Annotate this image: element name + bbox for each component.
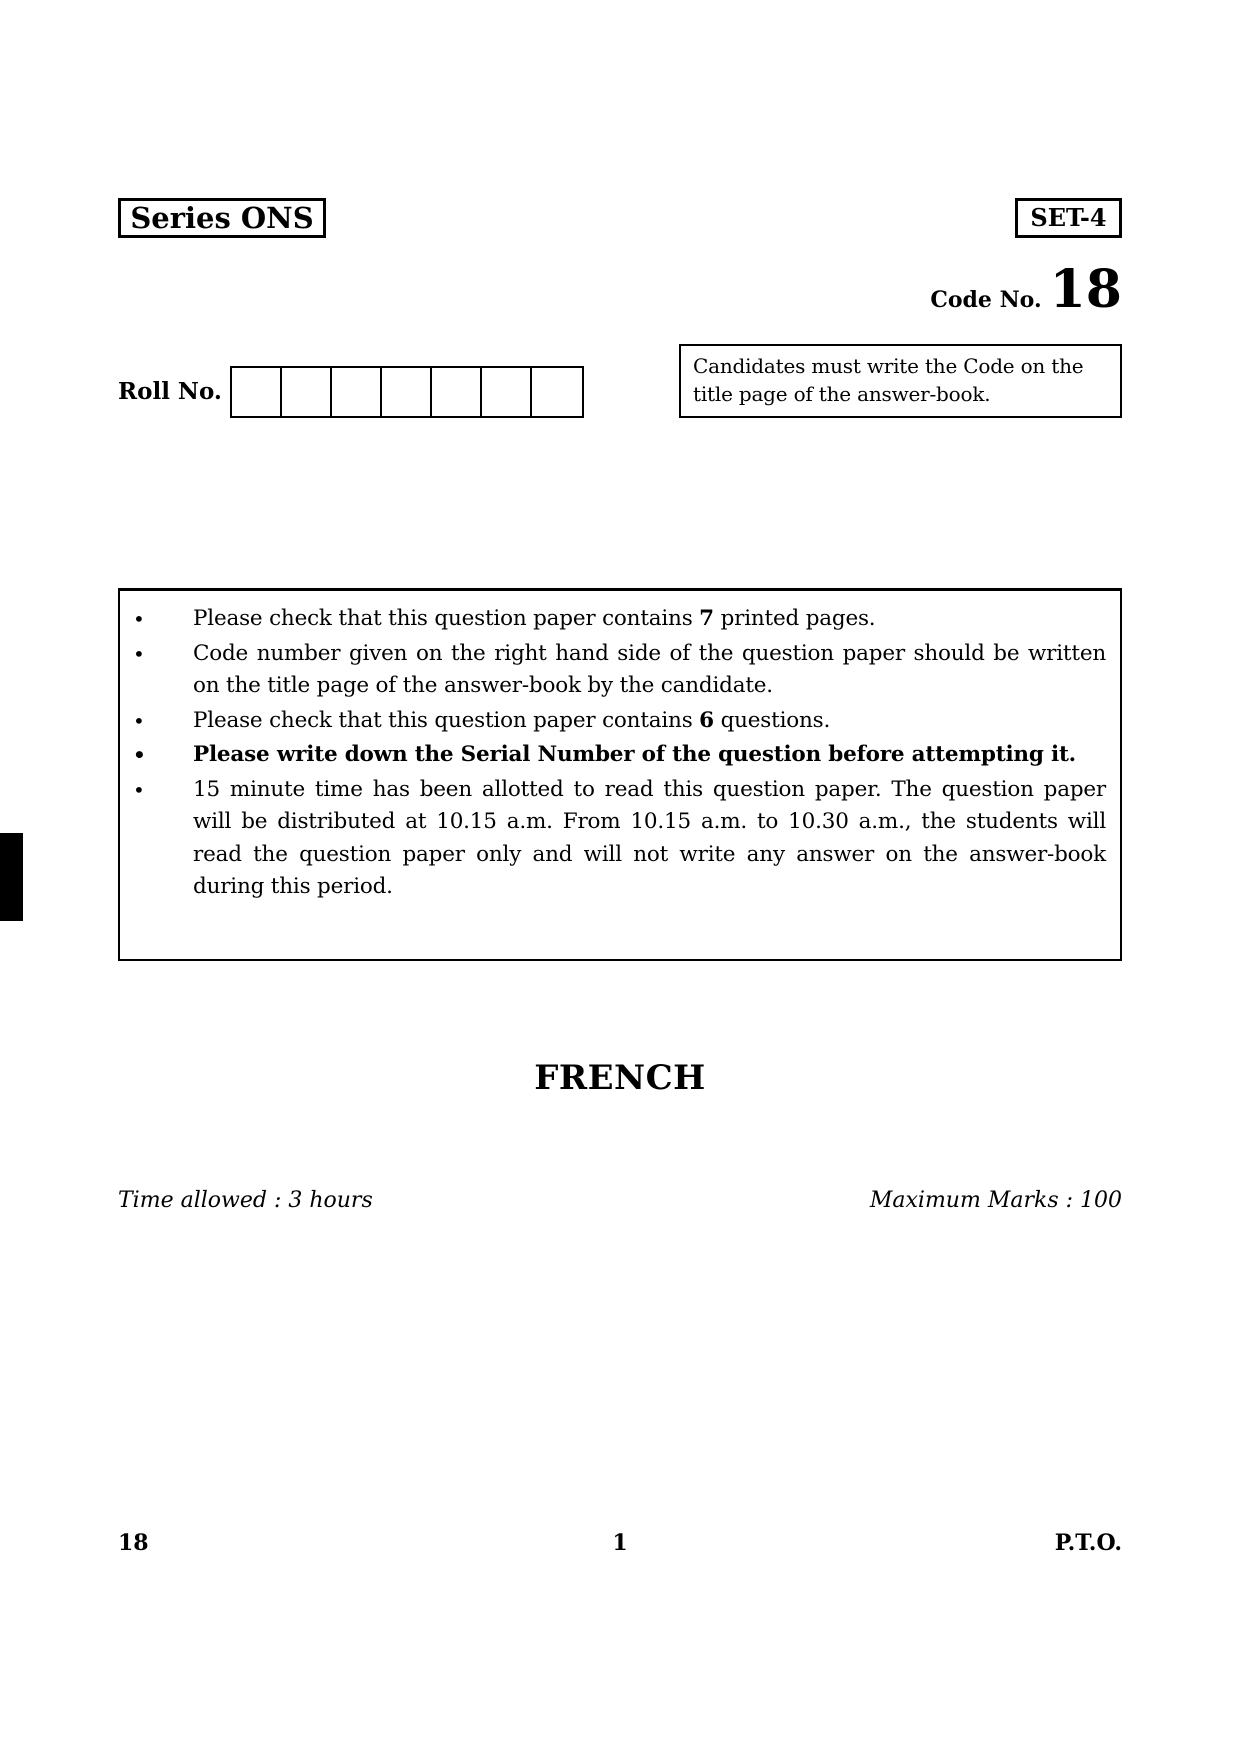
- roll-number-cell[interactable]: [232, 368, 282, 416]
- maximum-marks: Maximum Marks : 100: [869, 1188, 1122, 1213]
- instructions-list: [120, 603, 1106, 904]
- bullet-icon: •: [133, 641, 145, 666]
- code-number: [930, 259, 1122, 320]
- instruction-item: [120, 774, 1106, 904]
- code-number-value: 18: [1049, 259, 1122, 320]
- set-label: SET-4: [1015, 198, 1122, 238]
- bullet-icon: •: [133, 708, 145, 733]
- page-number: 1: [612, 1530, 628, 1556]
- roll-number-cell[interactable]: [532, 368, 582, 416]
- instruction-bold-text: 6: [699, 707, 714, 733]
- subject-title: FRENCH: [534, 1058, 706, 1098]
- footer-code: 18: [118, 1530, 149, 1556]
- series-label: Series ONS: [118, 198, 326, 238]
- roll-number-cell[interactable]: [432, 368, 482, 416]
- instruction-bold-text: Please write down the Serial Number of the question before attempting it.: [193, 742, 1076, 767]
- instruction-item: [120, 638, 1106, 703]
- instruction-text: questions.: [713, 707, 831, 733]
- instruction-text: Please check that this question paper contains: [193, 606, 700, 631]
- instruction-item: [120, 603, 1106, 636]
- code-number-label: Code No.: [930, 287, 1042, 313]
- instruction-item: [120, 739, 1106, 772]
- bullet-icon: •: [133, 743, 146, 767]
- time-allowed: Time allowed : 3 hours: [118, 1188, 373, 1213]
- instruction-bold-text: 7: [699, 606, 714, 631]
- roll-number-cell[interactable]: [282, 368, 332, 416]
- roll-number-cell[interactable]: [382, 368, 432, 416]
- instruction-text: 15 minute time has been allotted to read this question paper. The question paper will be distributed at 10.15 a.m. From 10.15 a.m. to 10.30 a.m., the students will read the question paper only and will not write any answer on the answer-book during this period.: [193, 776, 1106, 899]
- roll-number-cell[interactable]: [482, 368, 532, 416]
- instruction-text: Code number given on the right hand side of the question paper should be written on the title page of the answer-book by the candidate.: [193, 640, 1106, 698]
- edge-registration-mark: [0, 833, 23, 921]
- bullet-icon: •: [133, 777, 145, 802]
- instruction-text: printed pages.: [713, 606, 876, 631]
- instructions-box: [118, 588, 1122, 961]
- instruction-item: [120, 705, 1106, 738]
- please-turn-over: P.T.O.: [1054, 1530, 1122, 1556]
- candidates-note: Candidates must write the Code on the title page of the answer-book.: [679, 344, 1122, 418]
- roll-number-cell[interactable]: [332, 368, 382, 416]
- bullet-icon: •: [133, 607, 145, 631]
- roll-number-label: Roll No.: [118, 378, 222, 405]
- roll-number-boxes: [230, 366, 584, 418]
- instruction-text: Please check that this question paper contains: [193, 707, 700, 733]
